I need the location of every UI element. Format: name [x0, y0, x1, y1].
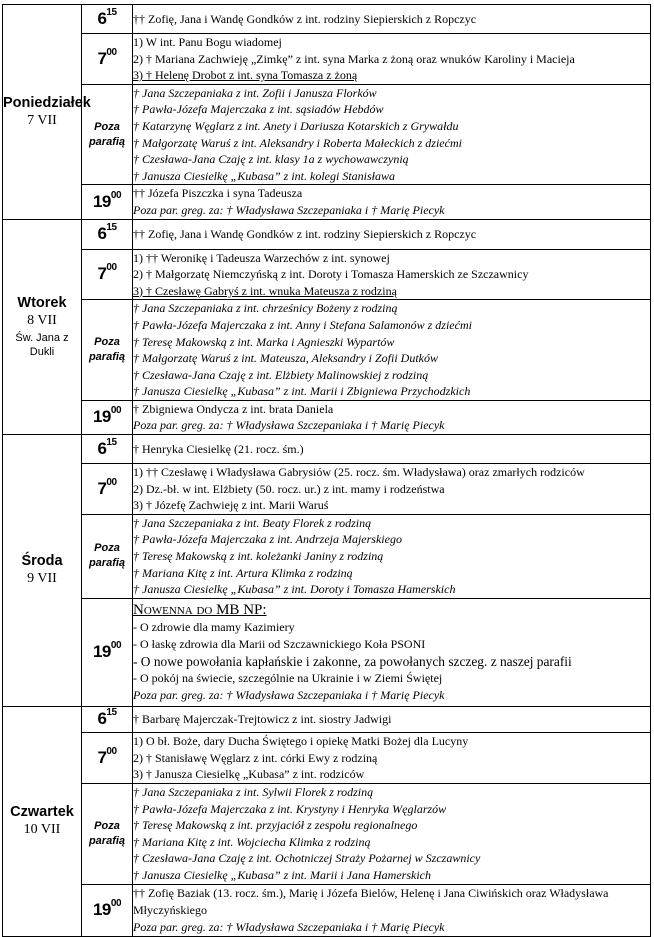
row-thursday-poza	[3, 783, 651, 884]
time-0700: $7^{00}$	[82, 34, 133, 85]
mass-intention-0615	[133, 706, 651, 732]
day-name: Czwartek	[10, 804, 74, 821]
nowenna-title: Nowenna do MB NP:	[133, 602, 267, 619]
intention-line: 3) † Czesławę Gabryś z int. wnuka Mateusza z rodziną	[133, 283, 397, 298]
intention-text: †† Zofię, Jana i Wandę Gondków z int. rodziny Siepierskich z Ropczyc	[133, 226, 477, 241]
time-0615: $6^{15}$	[82, 706, 133, 732]
intention-line: 2) † Mariana Zachwieję „Zimkę” z int. syna Marka z żoną oraz wnuków Karoliny i Macieja	[133, 51, 575, 66]
intention-line: † Pawła-Józefa Majerczaka z int. Andrzeja Majerskiego	[133, 532, 402, 547]
time-0700: $7^{00}$	[82, 732, 133, 783]
intention-line: † Pawła-Józefa Majerczaka z int. Anny i Stefana Salamonów z dziećmi	[133, 317, 472, 332]
row-thursday-0615	[3, 706, 651, 732]
row-thursday-1900	[3, 884, 651, 936]
intention-line: † Janusza Ciesielkę „Kubasa” z int. Doroty i Tomasza Hamerskich	[133, 582, 456, 597]
time-0615: $6^{15}$	[82, 435, 133, 464]
intention-text: † Henryka Ciesielkę (21. rocz. śm.)	[133, 441, 304, 456]
intention-line: 3) † Józefę Zachwieję z int. Marii Waruś	[133, 498, 329, 513]
intention-line: - O łaskę zdrowia dla Marii od Szczawnickiego Koła PSONI	[133, 637, 426, 652]
intention-line: 1) W int. Panu Bogu wiadomej	[133, 35, 282, 49]
mass-intentions-1900	[133, 185, 651, 219]
time-1900: $19^{00}$	[82, 598, 133, 706]
intention-line: † Katarzynę Węglarz z int. Anety i Dariusza Kotarskich z Grywałdu	[133, 118, 459, 133]
day-date: 10 VII	[23, 822, 61, 838]
row-monday-poza	[3, 84, 651, 185]
intention-line: 1) O bł. Boże, dary Ducha Świętego i opiekę Matki Bożej dla Lucyny	[133, 733, 469, 748]
intention-text: † Barbarę Majerczak-Trejtowicz z int. siostry Jadwigi	[133, 712, 392, 727]
time-1900: $19^{00}$	[82, 884, 133, 936]
mass-intention-0615	[133, 5, 651, 34]
mass-intentions-1900	[133, 400, 651, 434]
intention-line: † Pawła-Józefa Majerczaka z int. Krystyny i Henryka Węglarzów	[133, 801, 447, 816]
intention-line: 2) Dz.-bł. w int. Elżbiety (50. rocz. ur.) z int. mamy i rodzeństwa	[133, 481, 445, 496]
intention-text: †† Zofię, Jana i Wandę Gondków z int. rodziny Siepierskich z Ropczyc	[133, 11, 477, 26]
row-wednesday-poza	[3, 514, 651, 598]
intention-line: 3) † Janusza Ciesielkę „Kubasa” z int. rodziców	[133, 767, 365, 782]
gregorian-note: Poza par. greg. za: † Władysława Szczepaniaka i † Marię Piecyk	[133, 202, 445, 217]
time-0700: $7^{00}$	[82, 464, 133, 515]
day-name: Poniedziałek	[3, 94, 91, 111]
intention-line: † Jana Szczepaniaka z int. Beaty Florek z rodziną	[133, 515, 372, 530]
time-0700: $7^{00}$	[82, 249, 133, 300]
intention-line: 2) † Stanisławę Węglarz z int. córki Ewy z rodziną	[133, 750, 378, 765]
day-cell-monday	[3, 5, 91, 220]
row-wednesday-0615	[3, 435, 651, 464]
day-date: 8 VII	[27, 312, 57, 328]
day-cell-thursday	[3, 706, 82, 936]
row-tuesday-0700	[3, 249, 651, 300]
mass-intentions-0700	[133, 249, 651, 300]
poza-parafia-label: Poza parafią	[82, 84, 133, 185]
mass-schedule-table	[2, 4, 651, 937]
time-0615: $6^{15}$	[82, 5, 133, 34]
mass-intentions-0700	[133, 34, 651, 85]
intention-line: † Czesława-Jana Czaję z int. Ochotniczej Straży Pożarnej w Szczawnicy	[133, 851, 481, 866]
row-tuesday-1900	[3, 400, 651, 434]
intention-line: 1) †† Czesławę i Władysława Gabrysiów (25. rocz. śm. Władysława) oraz zmarłych rodziców	[133, 465, 585, 480]
intention-line: - O zdrowie dla mamy Kazimiery	[133, 620, 295, 635]
intention-line: † Teresę Makowską z int. Marka i Agnieszki Wypartów	[133, 334, 395, 349]
intention-line: † Czesława-Jana Czaję z int. Elżbiety Malinowskiej z rodziną	[133, 367, 429, 382]
day-cell-wednesday	[3, 435, 82, 707]
mass-intentions-1900	[133, 598, 651, 706]
row-wednesday-0700	[3, 464, 651, 515]
intention-line: - O nowe powołania kapłańskie i zakonne, za powołanych szczeg. z naszej parafii	[133, 654, 572, 670]
intention-line: † Czesława-Jana Czaję z int. klasy 1a z wychowawczynią	[133, 152, 409, 167]
intention-line: † Małgorzatę Waruś z int. Aleksandry i Roberta Małeckich z dziećmi	[133, 135, 462, 150]
poza-parafia-label: Poza parafią	[82, 783, 133, 884]
time-1900: $19^{00}$	[82, 400, 133, 434]
row-wednesday-1900	[3, 598, 651, 706]
intention-line: † Jana Szczepaniaka z int. Zofii i Janusza Florków	[133, 85, 377, 100]
intention-line: †† Józefa Piszczka i syna Tadeusza	[133, 186, 303, 201]
intention-line: † Teresę Makowską z int. koleżanki Janiny z rodziną	[133, 549, 384, 564]
poza-intentions	[133, 783, 651, 884]
day-name: Wtorek	[17, 294, 67, 311]
intention-line: 3) † Helenę Drobot z int. syna Tomasza z żoną	[133, 68, 358, 83]
day-date: 7 VII	[27, 112, 57, 128]
mass-intention-0615	[133, 435, 651, 464]
intention-line: - O pokój na świecie, szczególnie na Ukrainie i w Ziemi Świętej	[133, 671, 443, 686]
gregorian-note: Poza par. greg. za: † Władysława Szczepaniaka i † Marię Piecyk	[133, 688, 445, 703]
gregorian-note: Poza par. greg. za: † Władysława Szczepaniaka i † Marię Piecyk	[133, 919, 445, 934]
time-1900: $19^{00}$	[82, 185, 133, 219]
mass-intention-0615	[133, 219, 651, 249]
day-name: Środa	[21, 553, 63, 570]
intention-line: † Janusza Ciesielkę „Kubasa” z int. Marii i Jana Hamerskich	[133, 868, 431, 883]
poza-intentions	[133, 84, 651, 185]
intention-line: † Jana Szczepaniaka z int. chrześnicy Bożeny z rodziną	[133, 301, 398, 316]
intention-line: † Janusza Ciesielkę „Kubasa” z int. Marii i Zbigniewa Przychodzkich	[133, 384, 471, 399]
row-monday-0700	[3, 34, 651, 85]
day-date: 9 VII	[27, 571, 57, 587]
mass-intentions-0700	[133, 732, 651, 783]
mass-intentions-1900	[133, 884, 651, 936]
poza-intentions	[133, 300, 651, 401]
intention-line: 2) † Małgorzatę Niemczyńską z int. Doroty i Tomasza Hamerskich ze Szczawnicy	[133, 267, 529, 282]
poza-parafia-label: Poza parafią	[82, 514, 133, 598]
row-monday-1900	[3, 185, 651, 219]
day-feast: Św. Jana z Dukli	[15, 331, 69, 358]
row-tuesday-poza	[3, 300, 651, 401]
intention-line: †† Zofię Baziak (13. rocz. śm.), Marię i Józefa Bielów, Helenę i Jana Ciwińskich oraz Władysława Młyczyńskiego	[133, 886, 609, 918]
intention-line: † Mariana Kitę z int. Artura Klimka z rodziną	[133, 565, 353, 580]
day-cell-tuesday	[3, 219, 82, 435]
intention-line: † Zbigniewa Ondycza z int. brata Daniela	[133, 401, 334, 416]
gregorian-note: Poza par. greg. za: † Władysława Szczepaniaka i † Marię Piecyk	[133, 418, 445, 433]
poza-intentions	[133, 514, 651, 598]
intention-line: † Janusza Ciesielkę „Kubasa” z int. kolegi Stanisława	[133, 168, 396, 183]
row-tuesday-0615	[3, 219, 651, 249]
intention-line: 1) †† Weronikę i Tadeusza Warzechów z int. synowej	[133, 250, 390, 265]
time-0615: $6^{15}$	[82, 219, 133, 249]
poza-parafia-label: Poza parafią	[82, 300, 133, 401]
intention-line: † Małgorzatę Waruś z int. Mateusza, Aleksandry i Zofii Dutków	[133, 351, 439, 366]
intention-line: † Mariana Kitę z int. Wojciecha Klimka z rodziną	[133, 834, 371, 849]
intention-line: † Pawła-Józefa Majerczaka z int. sąsiadów Hebdów	[133, 102, 384, 117]
intention-line: † Teresę Makowską z int. przyjaciół z zespołu regionalnego	[133, 818, 418, 833]
intention-line: † Jana Szczepaniaka z int. Sylwii Florek z rodziną	[133, 785, 374, 800]
mass-intentions-0700	[133, 464, 651, 515]
row-thursday-0700	[3, 732, 651, 783]
row-monday-0615	[3, 5, 651, 34]
